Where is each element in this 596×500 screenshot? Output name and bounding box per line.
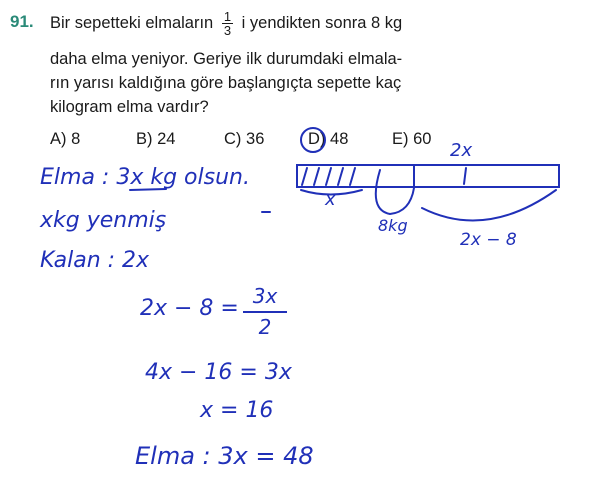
final-answer: Elma : 3x = 48 [135, 442, 314, 470]
choice-c[interactable]: C) 36 [224, 130, 265, 148]
fraction-denominator: 3 [223, 23, 232, 38]
work-line-1: Elma : 3x kg olsun. [40, 165, 250, 190]
equation-3: x = 16 [200, 398, 274, 423]
equation-1-fraction-bar [243, 311, 287, 313]
question-number: 91. [10, 12, 34, 31]
equation-1-left: 2x − 8 = [140, 296, 239, 321]
question-line-3: rın yarısı kaldığına göre başlangıçta sepette kaç [50, 74, 402, 92]
diagram-label-rest: 2x − 8 [460, 230, 517, 250]
equation-2: 4x − 16 = 3x [145, 360, 292, 385]
answer-circle [301, 128, 325, 152]
diagram-label-x: x [325, 189, 336, 210]
diagram-label-2x: 2x [450, 140, 473, 161]
diagram-label-8kg: 8kg [378, 216, 408, 235]
fraction-numerator: 1 [223, 9, 232, 24]
brace-8kg [376, 170, 414, 214]
choice-d[interactable]: D) 48 [308, 130, 349, 148]
question-line-4: kilogram elma vardır? [50, 98, 209, 116]
choice-e[interactable]: E) 60 [392, 130, 432, 148]
question-line-1-end: i yendikten sonra 8 kg [241, 13, 403, 32]
equation-1-denominator: 2 [258, 315, 272, 339]
choice-a[interactable]: A) 8 [50, 130, 81, 148]
question-line-2: daha elma yeniyor. Geriye ilk durumdaki elmala- [50, 50, 403, 68]
work-line-2: xkg yenmiş [40, 208, 167, 233]
question-line-1-start: Bir sepetteki elmaların [50, 13, 214, 32]
bar-hatching [302, 168, 355, 185]
work-line-3: Kalan : 2x [40, 248, 150, 273]
brace-rest [422, 190, 556, 220]
bar-divider-2 [464, 168, 466, 184]
equation-1-numerator: 3x [252, 284, 278, 308]
bar-diagram [297, 165, 559, 187]
choice-b[interactable]: B) 24 [136, 130, 176, 148]
